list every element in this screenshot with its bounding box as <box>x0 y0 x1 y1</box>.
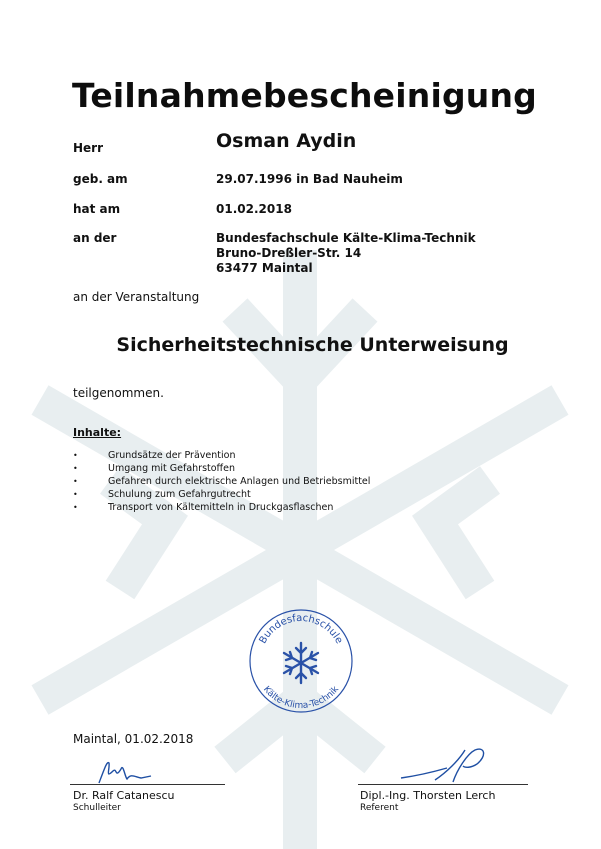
venue-line-street: Bruno-Dreßler-Str. 14 <box>216 246 362 260</box>
date-value: 01.02.2018 <box>216 202 292 216</box>
signature-line <box>70 784 225 785</box>
signature-lerch-icon <box>395 742 495 787</box>
school-seal-icon <box>248 608 354 714</box>
venue-label: an der <box>73 231 117 245</box>
event-outro: teilgenommen. <box>73 386 164 400</box>
event-intro: an der Veranstaltung <box>73 290 200 304</box>
signature-catanescu-icon <box>95 757 165 787</box>
venue-line-city: 63477 Maintal <box>216 261 313 275</box>
signature-role-1: Schulleiter <box>73 803 121 813</box>
event-title: Sicherheitstechnische Unterweisung <box>116 334 509 356</box>
salutation-label: Herr <box>73 141 104 155</box>
signature-line <box>358 784 528 785</box>
birth-label: geb. am <box>73 172 128 186</box>
participant-name: Osman Aydin <box>216 130 357 152</box>
signature-role-2: Referent <box>360 803 399 813</box>
contents-heading: Inhalte: <box>73 426 122 439</box>
signature-name-1: Dr. Ralf Catanescu <box>73 789 175 802</box>
certificate-title: Teilnahmebescheinigung <box>72 76 537 115</box>
signature-name-2: Dipl.-Ing. Thorsten Lerch <box>360 789 496 802</box>
certificate-page: Teilnahmebescheinigung Herr Osman Aydin geb. am 29.07.1996 in Bad Nauheim hat am 01.02.2018 an der Bundesfachschule Kälte-Klima-Technik Bruno-Dreßler-Str. 14 63477 Maintal an der Veranstaltung Sicherheitstechnische Unterweisung teilgenommen. Inhalte: • Grundsätze der Prävention • Umgang mit Gefahrstoffen • Gefahren durch elektrische Anlagen und Betriebsmittel • Schulung zum Gefahrgutrecht • Transport von Kältemitteln in Druckgasflaschen Bundesfachschule Kälte-Klima-Technik Maintal, 01.02.2018 Dr. Ralf Catanescu Schulleiter Dipl.-Ing. Thorsten Lerch Referent <box>0 0 601 849</box>
place-date: Maintal, 01.02.2018 <box>73 732 194 746</box>
svg-text:Bundesfachschule: Bundesfachschule <box>257 612 345 646</box>
birth-value: 29.07.1996 in Bad Nauheim <box>216 172 403 186</box>
venue-address <box>216 231 476 276</box>
date-label: hat am <box>73 202 121 216</box>
venue-line-name: Bundesfachschule Kälte-Klima-Technik <box>216 231 476 245</box>
svg-text:Kälte-Klima-Technik: Kälte-Klima-Technik <box>260 684 342 712</box>
